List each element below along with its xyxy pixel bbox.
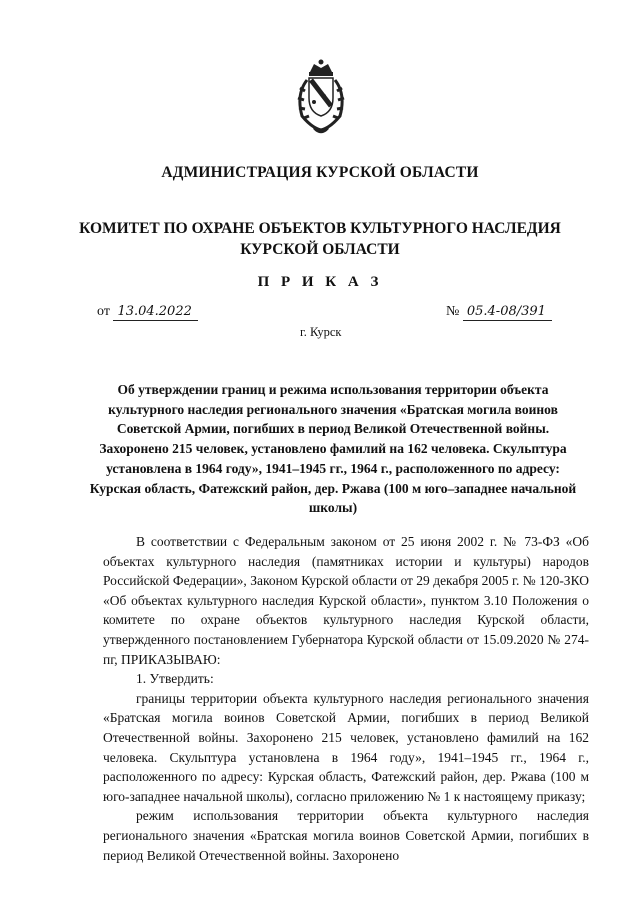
body-paragraph-1: В соответствии с Федеральным законом от 25 июня 2002 г. № 73-ФЗ «Об объектах культурного наследия (памятниках истории и культуры) народов Российской Федерации», Законом Курской области от 29 декабря 2005 г. № 120-ЗКО «Об объектах культурного наследия Курской области», пунктом 3.10 Положения о комитете по охране объектов культурного наследия Курской области, утвержденного постановлением Губернатора Курской области от 15.09.2020 № 274-пг, ПРИКАЗЫВАЮ: xyxy=(103,534,589,667)
order-subject: Об утверждении границ и режима использования территории объекта культурного наследия регионального значения «Братская могила воинов Советской Армии, погибших в период Великой Отечественной войны. Захоронено 215 человек, установлено фамилий на 162 человека. Скульптура установлена в 1964 году», 1941–1945 гг., 1964 г., расположенного по адресу: Курская область, Фатежский район, дер. Ржава (100 м юго–западнее начальной школы) xyxy=(89,382,577,516)
body-paragraph-2: 1. Утвердить: xyxy=(136,671,214,687)
number-prefix: № xyxy=(446,304,460,319)
coat-of-arms-icon xyxy=(290,58,352,136)
order-body xyxy=(103,532,589,865)
date-field xyxy=(97,304,198,321)
date-prefix: от xyxy=(97,304,110,319)
committee-title-line-2: КУРСКОЙ ОБЛАСТИ xyxy=(240,241,400,258)
date-handwritten: 13.04.2022 xyxy=(117,304,192,319)
committee-title xyxy=(0,218,640,260)
order-number-field xyxy=(446,304,552,321)
number-handwritten: 05.4-08/391 xyxy=(466,304,546,319)
administration-title: АДМИНИСТРАЦИЯ КУРСКОЙ ОБЛАСТИ xyxy=(161,164,479,181)
date-value xyxy=(113,304,197,321)
body-paragraph-4: режим использования территории объекта культурного наследия регионального значения «Братская могила воинов Советской Армии, погибших в период Великой Отечественной войны. Захоронено xyxy=(103,808,589,863)
number-value xyxy=(463,304,552,321)
city-label: г. Курск xyxy=(300,325,342,339)
committee-title-line-1: КОМИТЕТ ПО ОХРАНЕ ОБЪЕКТОВ КУЛЬТУРНОГО НАСЛЕДИЯ xyxy=(79,220,561,237)
document-type: П Р И К А З xyxy=(257,274,383,290)
body-paragraph-3: границы территории объекта культурного наследия регионального значения «Братская могила воинов Советской Армии, погибших в период Великой Отечественной войны. Захоронено 215 человек, установлено фамилий на 162 человека. Скульптура установлена в 1964 году», 1941–1945 гг., 1964 г., расположенного по адресу: Курская область, Фатежский район, дер. Ржава (100 м юго-западнее начальной школы), согласно приложению № 1 к настоящему приказу; xyxy=(103,690,589,804)
